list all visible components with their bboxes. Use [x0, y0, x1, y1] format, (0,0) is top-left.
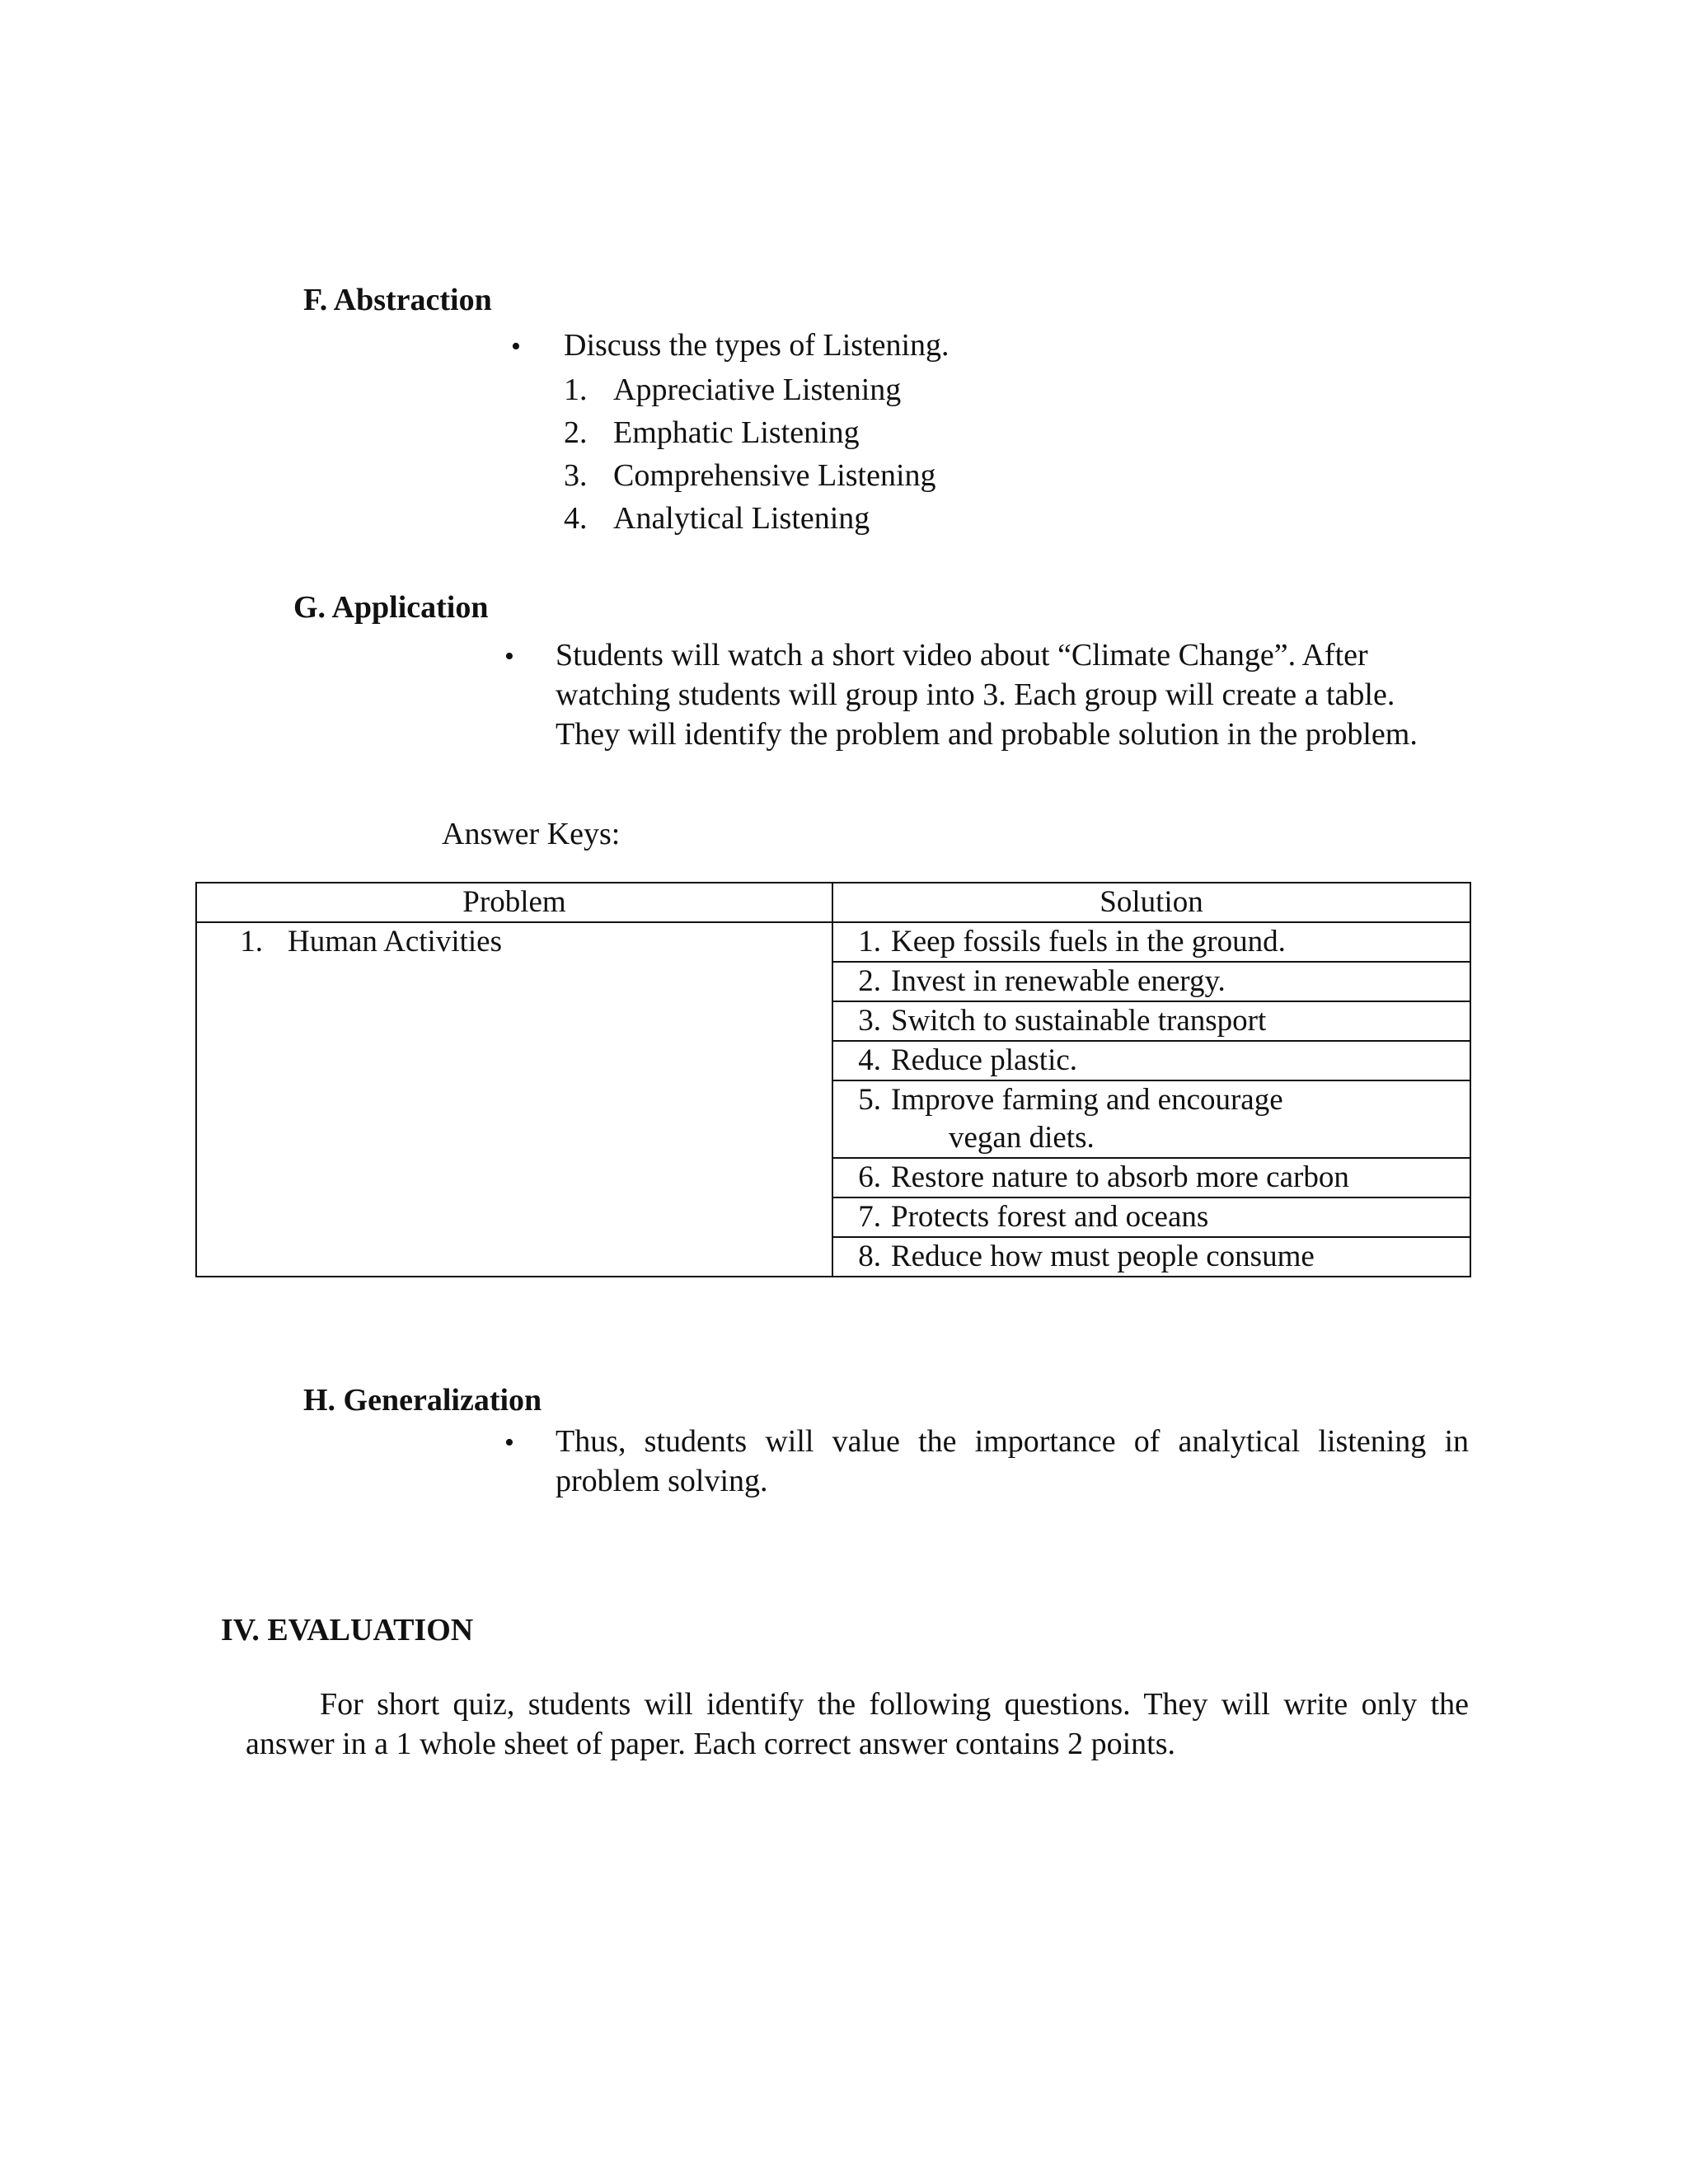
table-header-row	[196, 883, 1470, 922]
solution-cell: 4. Reduce plastic.	[832, 1041, 1470, 1080]
section-heading-application: G. Application	[293, 590, 489, 625]
evaluation-text: For short quiz, students will identify the following questions. They will write only the answer in a 1 whole sheet of paper. Each correct answer contains 2 points.	[246, 1687, 1469, 1761]
solution-continuation: vegan diets.	[949, 1121, 1095, 1155]
application-line: watching students will group into 3. Each group will create a table.	[556, 677, 1395, 712]
problem-cell: 1. Human Activities	[196, 922, 832, 1277]
abstraction-intro: Discuss the types of Listening.	[564, 328, 950, 363]
application-line: Students will watch a short video about “Climate Change”. After	[556, 638, 1368, 673]
answer-keys-label: Answer Keys:	[442, 817, 621, 851]
solution-cell: 2. Invest in renewable energy.	[832, 962, 1470, 1001]
answer-keys-table	[195, 882, 1471, 1277]
list-item: 3. Comprehensive Listening	[564, 458, 936, 493]
solution-cell: 1. Keep fossils fuels in the ground.	[832, 922, 1470, 962]
application-line: They will identify the problem and probable solution in the problem.	[556, 717, 1418, 752]
bullet-icon: •	[504, 1427, 514, 1458]
solution-cell: 6. Restore nature to absorb more carbon	[832, 1158, 1470, 1197]
column-header-problem: Problem	[196, 883, 832, 922]
section-heading-generalization: H. Generalization	[303, 1383, 542, 1418]
solution-cell: 8. Reduce how must people consume	[832, 1237, 1470, 1277]
section-heading-abstraction: F. Abstraction	[303, 283, 492, 317]
solution-cell: 7. Protects forest and oceans	[832, 1197, 1470, 1237]
table-row	[196, 922, 1470, 962]
list-item: 1. Appreciative Listening	[564, 373, 902, 407]
column-header-solution: Solution	[832, 883, 1470, 922]
bullet-icon: •	[511, 331, 521, 362]
solution-cell: 5. Improve farming and encourage vegan diets.	[832, 1080, 1470, 1158]
list-item: 2. Emphatic Listening	[564, 415, 860, 450]
list-item: 4. Analytical Listening	[564, 501, 870, 536]
section-heading-evaluation: IV. EVALUATION	[221, 1613, 474, 1647]
generalization-text: Thus, students will value the importance of analytical listening in problem solving.	[556, 1424, 1469, 1498]
bullet-icon: •	[504, 641, 514, 672]
solution-cell: 3. Switch to sustainable transport	[832, 1001, 1470, 1041]
